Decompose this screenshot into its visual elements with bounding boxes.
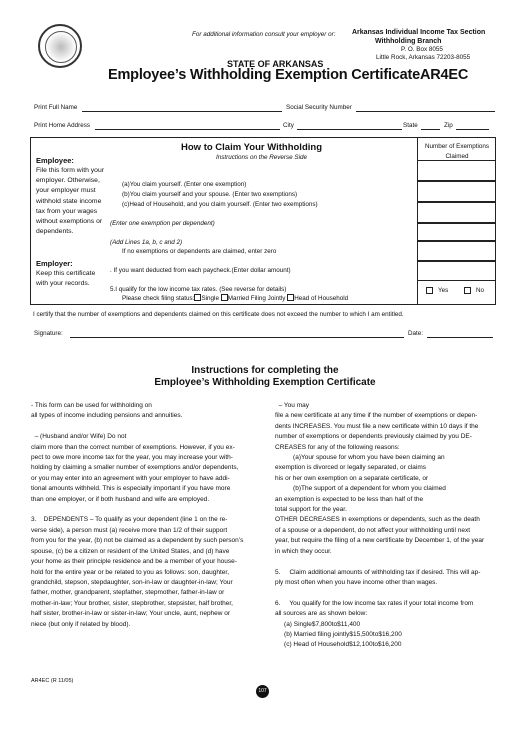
- state-label: STATE OF ARKANSAS: [227, 59, 324, 69]
- exemptions-line-1b[interactable]: [417, 181, 496, 202]
- instruction-line: your home as their principle residence and be a member of your house-: [31, 558, 237, 566]
- instruction-line: holding by claiming a smaller number of exemptions and/or dependents,: [31, 464, 239, 472]
- line-4: . If you want deducted from each paycheck.(Enter dollar amount): [110, 267, 291, 274]
- instruction-line: hold for the entire year or be related to you as follows: son, daughter,: [31, 568, 230, 576]
- instruction-line: verse side), a person must (a) receive more than 1/2 of their support: [31, 526, 228, 534]
- signature-field[interactable]: [70, 337, 404, 338]
- certification-statement: I certify that the number of exemptions and dependents claimed on this certificate does not exceed the number to which I am entitled.: [33, 311, 404, 318]
- instruction-line: 3. DEPENDENTS – To qualify as your dependent (line 1 on the re-: [31, 516, 228, 524]
- instruction-line: OTHER DECREASES in exemptions or dependents, such as the death: [275, 516, 480, 524]
- single-label: Single: [201, 295, 219, 302]
- signature-label: Signature:: [34, 330, 63, 337]
- state-field-label: State: [403, 122, 418, 129]
- address-field[interactable]: [95, 129, 280, 130]
- agency-po-box: P. O. Box 8055: [401, 46, 443, 53]
- ssn-label: Social Security Number: [286, 104, 352, 111]
- page-badge: 107: [256, 685, 269, 698]
- low-income-yes-checkbox[interactable]: [426, 287, 433, 294]
- instruction-line: than one employer, or if both husband and wife are employed.: [31, 495, 210, 503]
- exemptions-line-3[interactable]: [417, 241, 496, 261]
- instruction-line: 5. Claim additional amounts of withholding tax if desired. This will ap-: [275, 568, 481, 576]
- yes-label: Yes: [438, 287, 449, 294]
- employer-instructions: Keep this certificate with your records.: [36, 270, 96, 288]
- line-2: (Enter one exemption per dependent): [110, 220, 215, 227]
- instruction-line: all types of income including pensions and annuities.: [31, 412, 183, 420]
- instruction-line: claim more than the correct number of exemptions. However, if you ex-: [31, 443, 235, 451]
- full-name-field[interactable]: [82, 111, 282, 112]
- instruction-line: of a spouse or a dependent, do not affect your withholding until next: [275, 526, 471, 534]
- employer-heading: Employer:: [36, 259, 73, 268]
- ssn-field[interactable]: [356, 111, 495, 112]
- instruction-line: number of exemptions or dependents previously claimed by you DE-: [275, 433, 472, 441]
- city-label: City: [283, 122, 294, 129]
- instruction-line: total support for the year.: [275, 506, 347, 514]
- agency-name: Arkansas Individual Income Tax Section: [352, 29, 486, 36]
- instruction-line: tional amounts withheld. This is especially important if you have more: [31, 485, 231, 493]
- claim-subtitle: Instructions on the Reverse Side: [216, 154, 308, 161]
- claim-title: How to Claim Your Withholding: [181, 142, 322, 153]
- no-label: No: [476, 287, 485, 294]
- line-5a: 5.I qualify for the low income tax rates. (See reverse for details): [110, 286, 287, 293]
- instruction-line: in which they occur.: [275, 547, 332, 555]
- instruction-line: from you for the year, (b) not be claimed as a dependent by such person’s: [31, 537, 244, 545]
- instruction-line: [275, 557, 505, 567]
- instructions-title-2: Employee’s Withholding Exemption Certificate: [154, 377, 376, 388]
- date-field[interactable]: [427, 337, 493, 338]
- instructions-right-column: [275, 401, 505, 651]
- instruction-line: [31, 422, 263, 432]
- employee-heading: Employee:: [36, 156, 74, 165]
- form-number: AR4EC (R 11/05): [31, 678, 74, 684]
- low-income-no-checkbox[interactable]: [464, 287, 471, 294]
- instruction-line: – You may: [275, 402, 309, 409]
- filing-status-prefix: Please check filing status:: [122, 295, 195, 302]
- instruction-line: all sources are as shown below:: [275, 610, 368, 618]
- line-1b: (b)You claim yourself and your spouse. (Enter two exemptions): [122, 191, 298, 198]
- instruction-line: spouse, (c) be a citizen or resident of the United States, and (d) have: [31, 547, 230, 555]
- line-5b: [122, 294, 348, 304]
- state-field[interactable]: [421, 129, 440, 130]
- instruction-line: (c) Head of Household$12,100to$16,200: [275, 641, 402, 649]
- instruction-line: CREASES for any of the following reasons:: [275, 443, 400, 451]
- hoh-label: Head of Household: [294, 295, 349, 302]
- form-title: Employee’s Withholding Exemption CertificateAR4EC: [108, 67, 469, 83]
- line-1c: (c)Head of Household, and you claim yourself. (Enter two exemptions): [122, 201, 318, 208]
- instruction-line: (b) Married filing jointly$15,500to$16,200: [275, 630, 402, 638]
- exemptions-line-1a[interactable]: [417, 160, 496, 181]
- instruction-line: file a new certificate at any time if the number of exemptions or depen-: [275, 412, 478, 420]
- line-3a: (Add Lines 1a, b, c and 2): [110, 239, 183, 246]
- instruction-line: (a) Single$7,800to$11,400: [275, 620, 361, 628]
- consult-note: For additional information consult your employer or:: [192, 31, 336, 38]
- instruction-line: (a)Your spouse for whom you have been claiming an: [275, 454, 445, 462]
- instruction-line: grandchild, stepson, stepdaughter, son-in-law or daughter-in-law; Your: [31, 578, 233, 586]
- agency-city-zip: Little Rock, Arkansas 72203-8055: [376, 54, 471, 61]
- exemptions-line-2[interactable]: [417, 223, 496, 241]
- zip-label: Zip: [444, 122, 453, 129]
- instruction-line: (b)The support of a dependent for whom you claimed: [275, 485, 446, 493]
- married-label: Married Filing Jointly: [227, 295, 286, 302]
- instruction-line: mother-in-law; Your brother, sister, stepbrother, stepsister, half brother,: [31, 599, 233, 607]
- zip-field[interactable]: [456, 129, 489, 130]
- full-name-label: Print Full Name: [34, 104, 78, 111]
- instruction-line: exemption is divorced or legally separated, or claims: [275, 464, 427, 472]
- instruction-line: dents INCREASES. You must file a new certificate within 10 days if the: [275, 422, 479, 430]
- instruction-line: year, but require the filing of a new certificate by December 1, of the year: [275, 537, 485, 545]
- instructions-title-1: Instructions for completing the: [191, 365, 339, 376]
- line-3b: If no exemptions or dependents are claimed, enter zero: [122, 248, 277, 255]
- instruction-line: – (Husband and/or Wife) Do not: [31, 433, 127, 441]
- instruction-line: or you may enter into an agreement with your employer to have addi-: [31, 474, 230, 482]
- exemptions-line-1c[interactable]: [417, 202, 496, 223]
- instruction-line: 6. You qualify for the low income tax rates if your total income from: [275, 599, 474, 607]
- exemptions-header: Number of Exemptions Claimed: [424, 143, 490, 160]
- instruction-line: an exemption is expected to be less than half of the: [275, 495, 424, 503]
- instruction-line: [275, 588, 505, 598]
- instruction-line: his or her own exemption on a separate certificate, or: [275, 474, 429, 482]
- exemptions-line-4[interactable]: [417, 261, 496, 281]
- state-seal-icon: [38, 24, 82, 68]
- instruction-line: - This form can be used for withholding on: [31, 402, 152, 409]
- instruction-line: niece (but only if related by blood).: [31, 620, 131, 628]
- employee-instructions: File this form with your employer. Otherwise, your employer must withhold state income tax from your wages without exemptions or dependents.: [36, 167, 104, 236]
- instruction-line: ply most often when you have income other than wages.: [275, 578, 438, 586]
- agency-branch: Withholding Branch: [375, 38, 442, 45]
- city-field[interactable]: [297, 129, 402, 130]
- instructions-left-column: [31, 401, 263, 630]
- instruction-line: [31, 505, 263, 515]
- line-1a: (a)You claim yourself. (Enter one exemption): [122, 181, 247, 188]
- date-label: Date:: [408, 330, 424, 337]
- instruction-line: father, mother, grandparent, stepfather, stepmother, father-in-law or: [31, 589, 225, 597]
- married-checkbox[interactable]: [221, 294, 228, 301]
- instruction-line: pect to owe more income tax for the year, you may increase your with-: [31, 454, 233, 462]
- address-label: Print Home Address: [34, 122, 90, 129]
- instruction-line: half sister, brother-in-law or sister-in-law; Your uncle, aunt, nephew or: [31, 610, 231, 618]
